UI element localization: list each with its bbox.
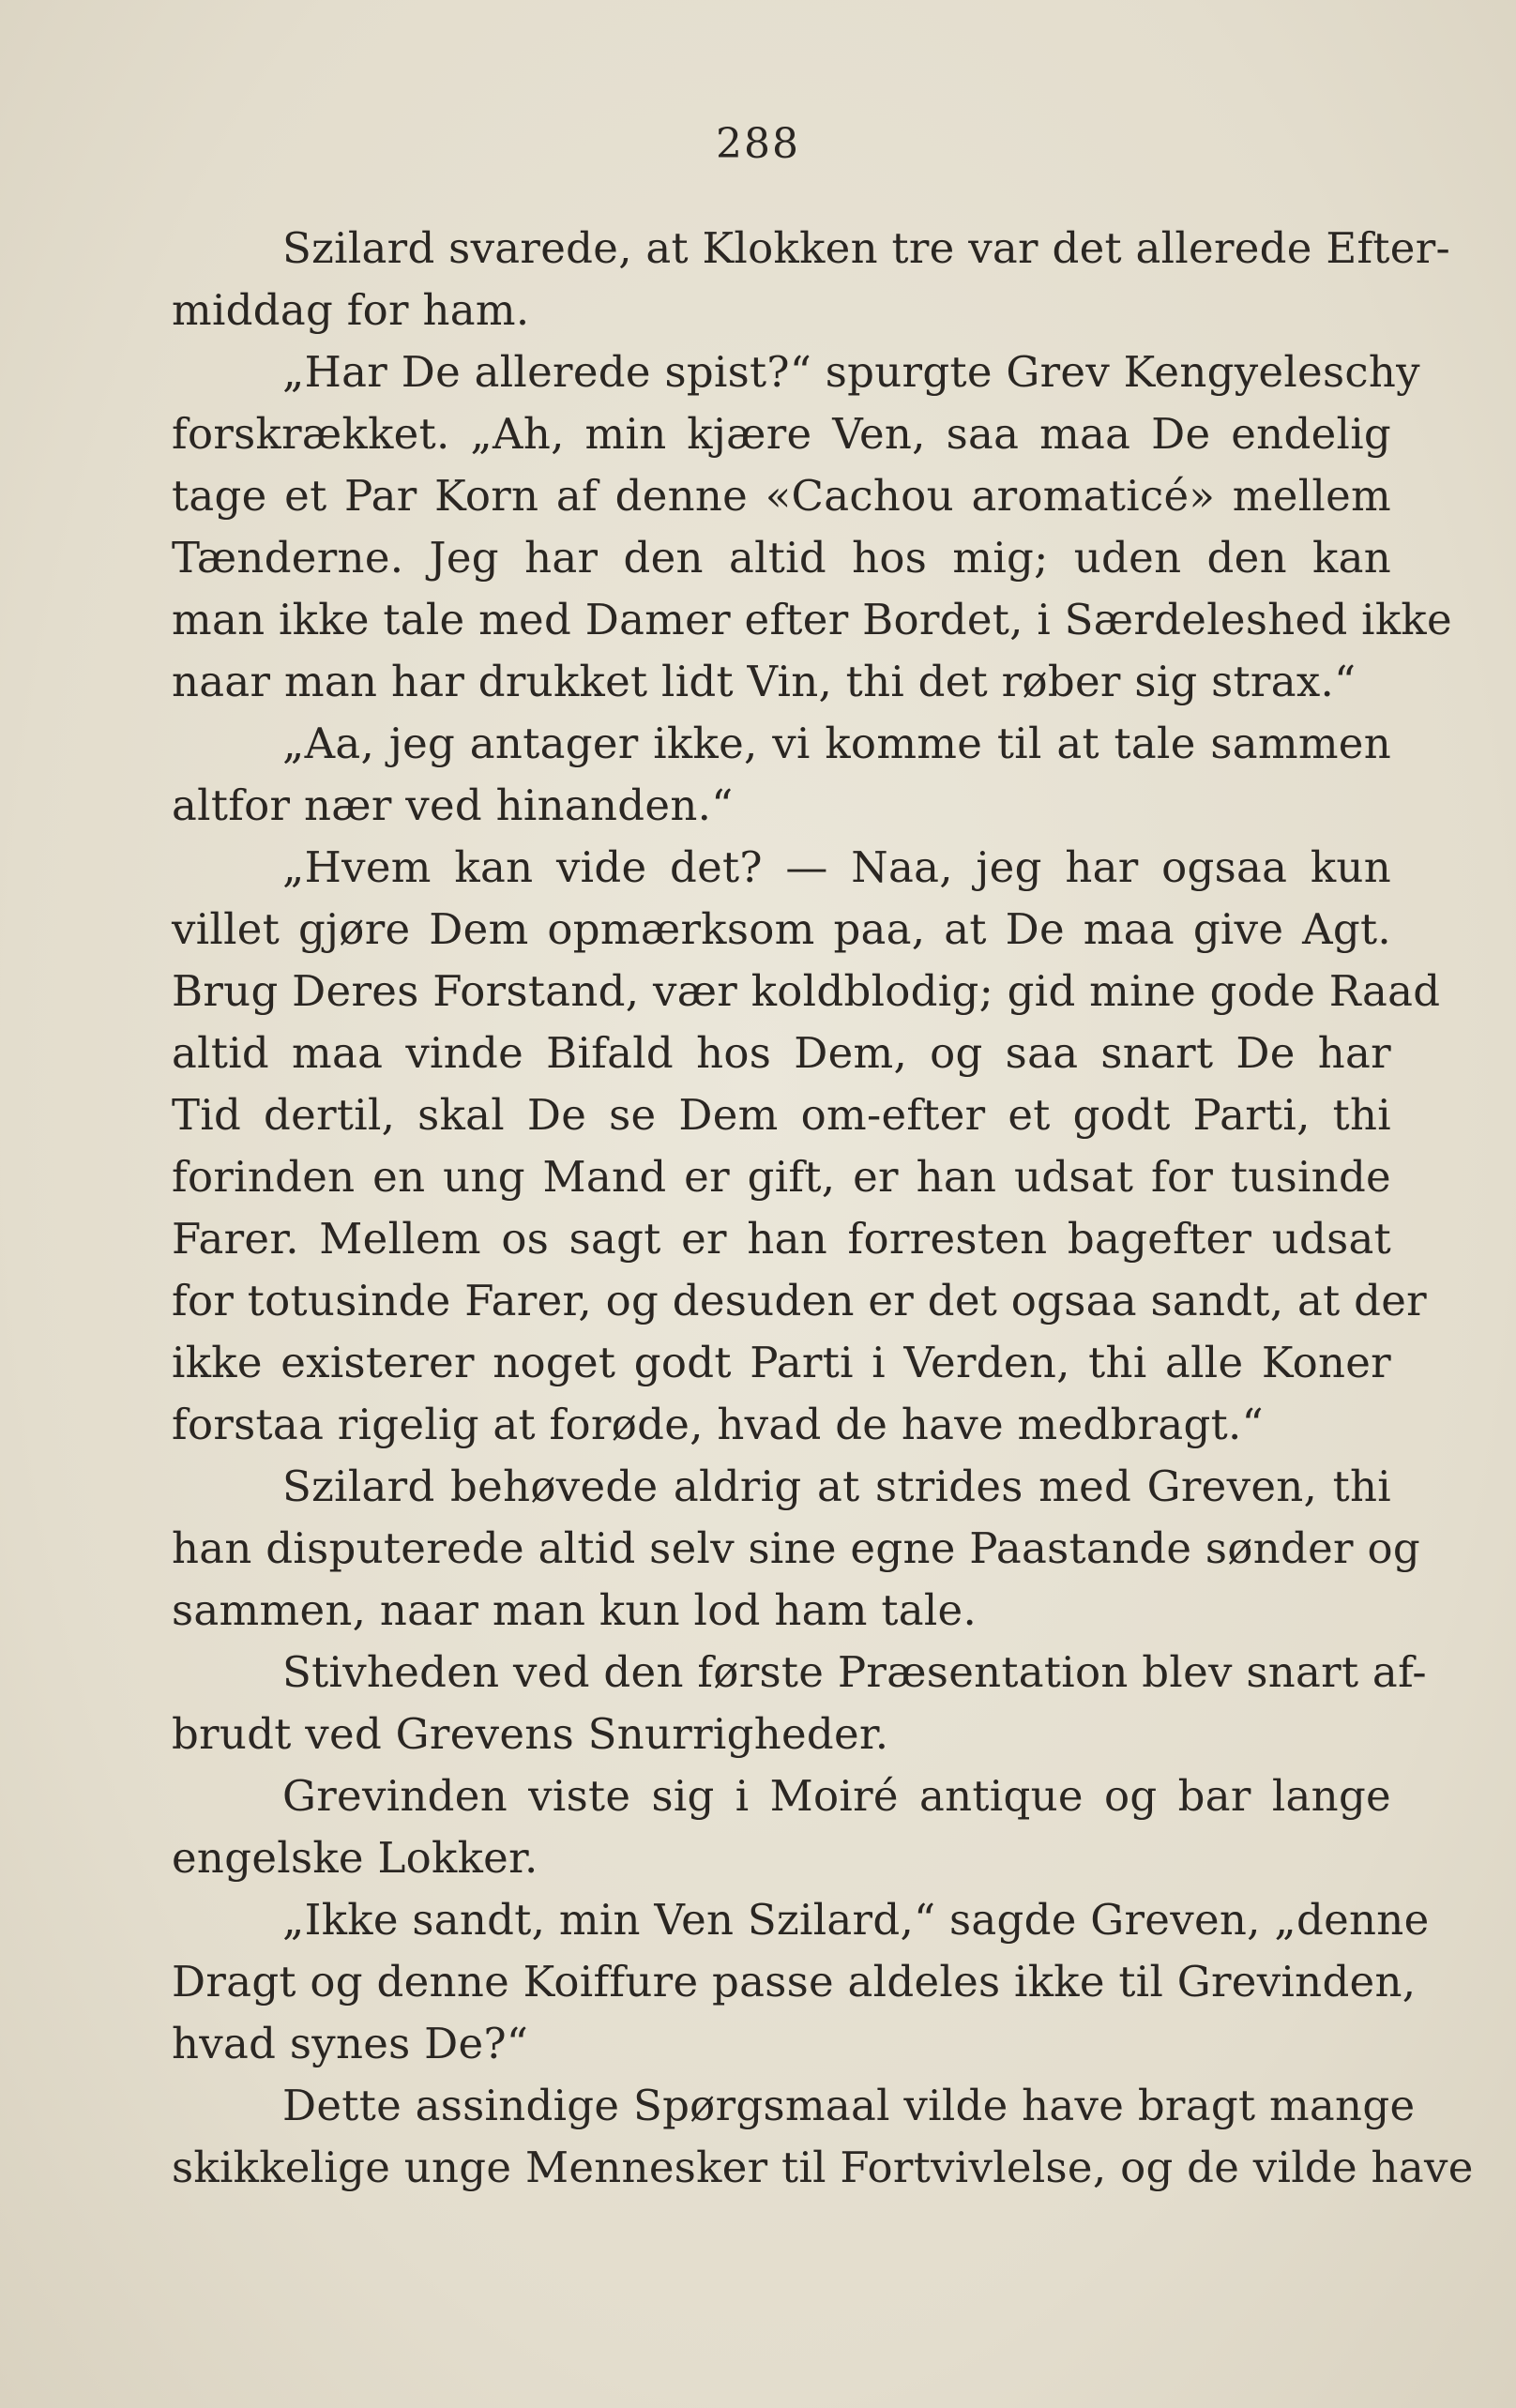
text-line: forskrækket. „Ah, min kjære Ven, saa maa De endelig xyxy=(172,409,1391,459)
text-line: „Har De allerede spist?“ spurgte Grev Kengyeleschy xyxy=(282,347,1420,397)
text-line: for totusinde Farer, og desuden er det ogsaa sandt, at der xyxy=(172,1276,1427,1325)
text-line: forinden en ung Mand er gift, er han udsat for tusinde xyxy=(172,1152,1391,1202)
text-line: forstaa rigelig at forøde, hvad de have medbragt.“ xyxy=(172,1400,1264,1449)
text-line: Tænderne. Jeg har den altid hos mig; uden den kan xyxy=(172,533,1391,583)
text-line: Brug Deres Forstand, vær koldblodig; gid mine gode Raad xyxy=(172,966,1441,1016)
text-line: hvad synes De?“ xyxy=(172,2019,529,2068)
text-line: Szilard behøvede aldrig at strides med Greven, thi xyxy=(282,1461,1391,1511)
page-number: 288 xyxy=(716,120,800,168)
body-text xyxy=(172,218,1474,2199)
text-line: Grevinden viste sig i Moiré antique og bar lange xyxy=(282,1771,1391,1821)
text-line: han disputerede altid selv sine egne Paastande sønder og xyxy=(172,1523,1420,1573)
text-line: Stivheden ved den første Præsentation blev snart af- xyxy=(282,1647,1427,1697)
text-line: engelske Lokker. xyxy=(172,1833,538,1883)
text-line: skikkelige unge Mennesker til Fortvivlelse, og de vilde have xyxy=(172,2143,1474,2192)
text-line: sammen, naar man kun lod ham tale. xyxy=(172,1585,978,1635)
text-line: ikke existerer noget godt Parti i Verden, thi alle Koner xyxy=(172,1338,1391,1387)
text-line: villet gjøre Dem opmærksom paa, at De maa give Agt. xyxy=(172,904,1391,954)
text-line: Farer. Mellem os sagt er han forresten bagefter udsat xyxy=(172,1214,1391,1264)
text-line: Szilard svarede, at Klokken tre var det allerede Efter- xyxy=(282,223,1451,273)
text-line: Dragt og denne Koiffure passe aldeles ikke til Grevinden, xyxy=(172,1957,1417,2007)
text-line: „Aa, jeg antager ikke, vi komme til at tale sammen xyxy=(282,719,1391,768)
text-line: altfor nær ved hinanden.“ xyxy=(172,780,734,830)
text-line: tage et Par Korn af denne «Cachou aromaticé» mellem xyxy=(172,471,1391,521)
text-line: man ikke tale med Damer efter Bordet, i Særdeleshed ikke xyxy=(172,595,1452,644)
text-line: middag for ham. xyxy=(172,285,530,335)
text-line: Tid dertil, skal De se Dem om-efter et godt Parti, thi xyxy=(172,1090,1391,1140)
text-line: naar man har drukket lidt Vin, thi det røber sig strax.“ xyxy=(172,657,1357,706)
text-line: Dette assindige Spørgsmaal vilde have bragt mange xyxy=(282,2081,1416,2130)
text-line: „Ikke sandt, min Ven Szilard,“ sagde Greven, „denne xyxy=(282,1895,1430,1945)
text-line: altid maa vinde Bifald hos Dem, og saa snart De har xyxy=(172,1028,1391,1078)
text-line: brudt ved Grevens Snurrigheder. xyxy=(172,1709,889,1759)
text-line: „Hvem kan vide det? — Naa, jeg har ogsaa kun xyxy=(282,842,1391,892)
